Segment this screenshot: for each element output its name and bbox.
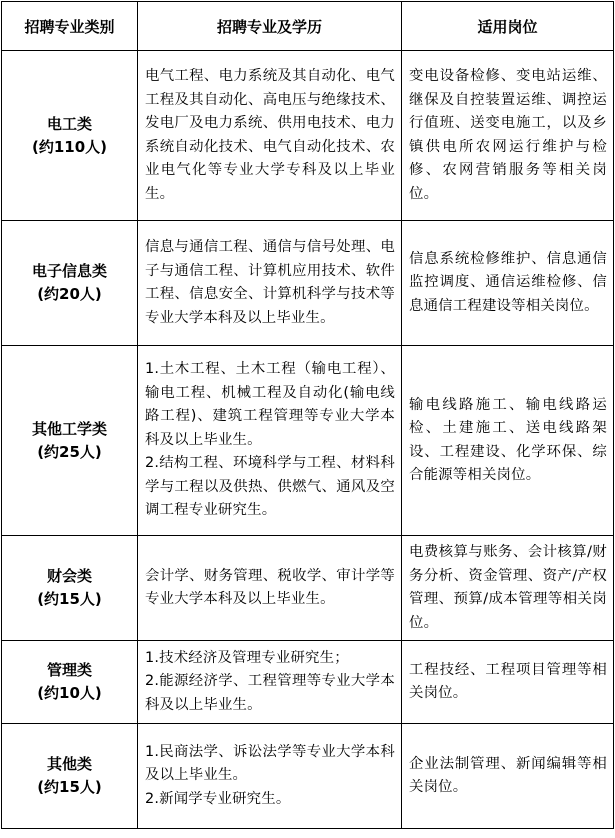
category-count: (约20人) <box>37 285 102 303</box>
positions-cell: 电费核算与账务、会计核算/财务分析、资金管理、资产/产权管理、预算/成本管理等相关岗位。 <box>402 536 614 641</box>
majors-item: 2.能源经济学、工程管理等专业大学本科及以上毕业生。 <box>145 673 395 713</box>
majors-cell <box>138 51 402 221</box>
category-count: (约15人) <box>37 590 102 608</box>
category-name: 管理类 <box>46 661 92 679</box>
category-name: 电子信息类 <box>31 262 107 280</box>
majors-text: 电气工程、电力系统及其自动化、电气工程及其自动化、高电压与绝缘技术、发电厂及电力系统、供用电技术、电力系统自动化技术、电气自动化技术、农业电气化等专业大学专科及以上毕业生。 <box>145 68 395 202</box>
header-row <box>2 2 614 51</box>
category-cell <box>2 641 138 724</box>
majors-cell <box>138 221 402 346</box>
header-positions: 适用岗位 <box>402 2 614 51</box>
majors-item: 2.新闻学专业研究生。 <box>145 790 291 807</box>
majors-cell <box>138 346 402 536</box>
majors-cell <box>138 641 402 724</box>
category-count: (约10人) <box>37 684 102 702</box>
table-row-electrical <box>2 51 614 221</box>
category-count: (约110人) <box>31 137 108 156</box>
majors-item: 1.技术经济及管理专业研究生； <box>145 649 349 666</box>
category-name: 其他工学类 <box>31 419 107 438</box>
header-category: 招聘专业类别 <box>2 2 138 51</box>
majors-item: 1.民商法学、诉讼法学等专业大学本科及以上毕业生。 <box>145 743 395 784</box>
category-cell <box>2 724 138 829</box>
header-major-education: 招聘专业及学历 <box>138 2 402 51</box>
table-row-other <box>2 724 614 829</box>
majors-text: 会计学、财务管理、税收学、审计学等专业大学本科及以上毕业生。 <box>145 567 395 607</box>
positions-cell: 变电设备检修、变电站运维、继保及自控装置运维、调控运行值班、送变电施工，以及乡镇供电所农网运行维护与检修、农网营销服务等相关岗位。 <box>402 51 614 221</box>
positions-cell: 工程技经、工程项目管理等相关岗位。 <box>402 641 614 724</box>
category-name: 电工类 <box>46 114 92 133</box>
table-row-finance <box>2 536 614 641</box>
majors-item: 2.结构工程、环境科学与工程、材料科学与工程以及供热、供燃气、通风及空调工程专业研究生。 <box>145 455 395 519</box>
category-cell <box>2 221 138 346</box>
category-count: (约25人) <box>37 442 102 461</box>
category-count: (约15人) <box>37 778 102 796</box>
category-name: 其他类 <box>46 755 92 773</box>
majors-cell <box>138 724 402 829</box>
category-name: 财会类 <box>46 567 92 585</box>
recruitment-table <box>1 1 614 829</box>
table-row-electronic-info <box>2 221 614 346</box>
positions-cell: 信息系统检修维护、信息通信监控调度、通信运维检修、信息通信工程建设等相关岗位。 <box>402 221 614 346</box>
majors-item: 1.土木工程、土木工程（输电工程）、输电工程、机械工程及自动化(输电线路工程)、建筑工程管理等专业大学本科及以上毕业生。 <box>145 361 395 448</box>
category-cell <box>2 51 138 221</box>
table-row-other-engineering <box>2 346 614 536</box>
positions-cell: 企业法制管理、新闻编辑等相关岗位。 <box>402 724 614 829</box>
table-row-management <box>2 641 614 724</box>
positions-cell: 输电线路施工、输电线路运检、土建施工、送电线路架设、工程建设、化学环保、综合能源等相关岗位。 <box>402 346 614 536</box>
category-cell <box>2 536 138 641</box>
majors-cell <box>138 536 402 641</box>
majors-text: 信息与通信工程、通信与信号处理、电子与通信工程、计算机应用技术、软件工程、信息安全、计算机科学与技术等专业大学本科及以上毕业生。 <box>145 239 395 326</box>
category-cell <box>2 346 138 536</box>
